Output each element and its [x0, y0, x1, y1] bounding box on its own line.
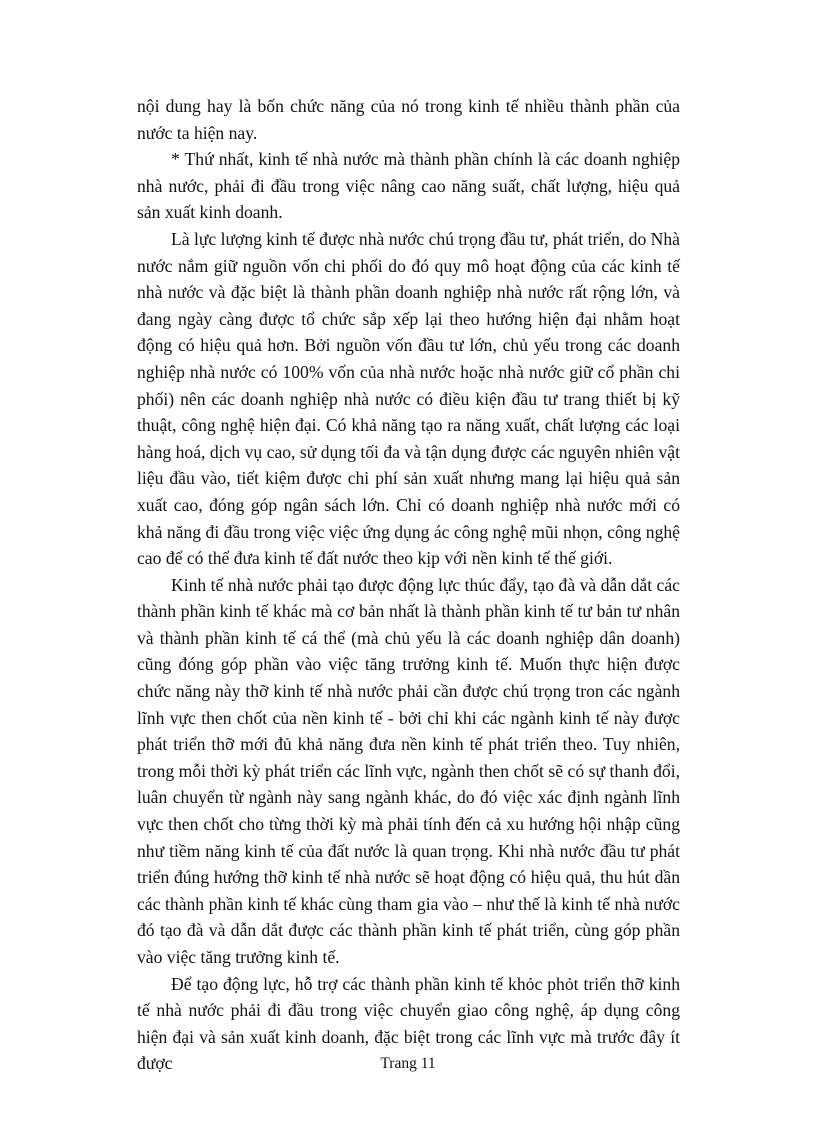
paragraph-continuation: nội dung hay là bốn chức năng của nó trong kinh tế nhiều thành phần của nước ta hiện nay.	[137, 96, 680, 143]
paragraph-first-point: * Thứ nhất, kinh tế nhà nước mà thành phần chính là các doanh nghiệp nhà nước, phải đi đầu trong việc nâng cao năng suất, chất lượng, hiệu quả sản xuất kinh doanh.	[137, 149, 680, 223]
paragraph-driving-force: Kinh tế nhà nước phải tạo được động lực thúc đẩy, tạo đà và dẫn dắt các thành phần kinh tế khác mà cơ bản nhất là thành phần kinh tế tư bản tư nhân và thành phần kinh tế cá thể (mà chủ yếu là các doanh nghiệp dân doanh) cũng đóng góp phần vào việc tăng trưởng kinh tế. Muốn thực hiện được chức năng này thỡ kinh tế nhà nước phải cần được chú trọng tron các ngành lĩnh vực then chốt của nền kinh tế - bởi chỉ khi các ngành kinh tế này được phát triển thỡ mới đủ khả năng đưa nền kinh tế phát triển theo. Tuy nhiên, trong mỗi thời kỳ phát triển các lĩnh vực, ngành then chốt sẽ có sự thanh đổi, luân chuyển từ ngành này sang ngành khác, do đó việc xác định ngành lĩnh vực then chốt cho từng thời kỳ mà phải tính đến cả xu hướng hội nhập cũng như tiềm năng kinh tế của đất nước là quan trọng. Khi nhà nước đầu tư phát triển đúng hướng thỡ kinh tế nhà nước sẽ hoạt động có hiệu quả, thu hút dần các thành phần kinh tế khác cùng tham gia vào – như thế là kinh tế nhà nước đó tạo đà và dẫn dắt được các thành phần kinh tế phát triển, cùng góp phần vào việc tăng trưởng kinh tế.	[137, 574, 680, 967]
paragraph-technology-transfer: Để tạo động lực, hỗ trợ các thành phần kinh tế khỏc phỏt triển thỡ kinh tế nhà nước phải đi đầu trong việc chuyển giao công nghệ, áp dụng công hiện đại và sản xuất kinh doanh, đặc biệt trong các lĩnh vực mà trước đây ít được	[137, 973, 680, 1074]
page-body-text	[137, 93, 680, 1077]
paragraph-state-enterprise-capacity: Là lực lượng kinh tế được nhà nước chú trọng đầu tư, phát triển, do Nhà nước nắm giữ nguồn vốn chi phối do đó quy mô hoạt động của các kinh tế nhà nước và đặc biệt là thành phần doanh nghiệp nhà nước rất rộng lớn, và đang ngày càng được tổ chức sắp xếp lại theo hướng hiện đại nhằm hoạt động có hiệu quả hơn. Bởi nguồn vốn đầu tư lớn, chủ yếu trong các doanh nghiệp nhà nước có 100% vốn của nhà nước hoặc nhà nước giữ cổ phần chi phối) nên các doanh nghiệp nhà nước có điều kiện đầu tư trang thiết bị kỹ thuật, công nghệ hiện đại. Có khả năng tạo ra năng xuất, chất lượng các loại hàng hoá, dịch vụ cao, sử dụng tối đa và tận dụng được các nguyên nhiên vật liệu đầu vào, tiết kiệm được chi phí sản xuất nhưng mang lại hiệu quả sản xuất cao, đóng góp ngân sách lớn. Chỉ có doanh nghiệp nhà nước mới có khả năng đi đầu trong việc việc ứng dụng ác công nghệ mũi nhọn, công nghệ cao để có thể đưa kinh tế đất nước theo kịp với nền kinh tế thế giới.	[137, 228, 680, 569]
page-number: Trang 11	[380, 1055, 436, 1072]
